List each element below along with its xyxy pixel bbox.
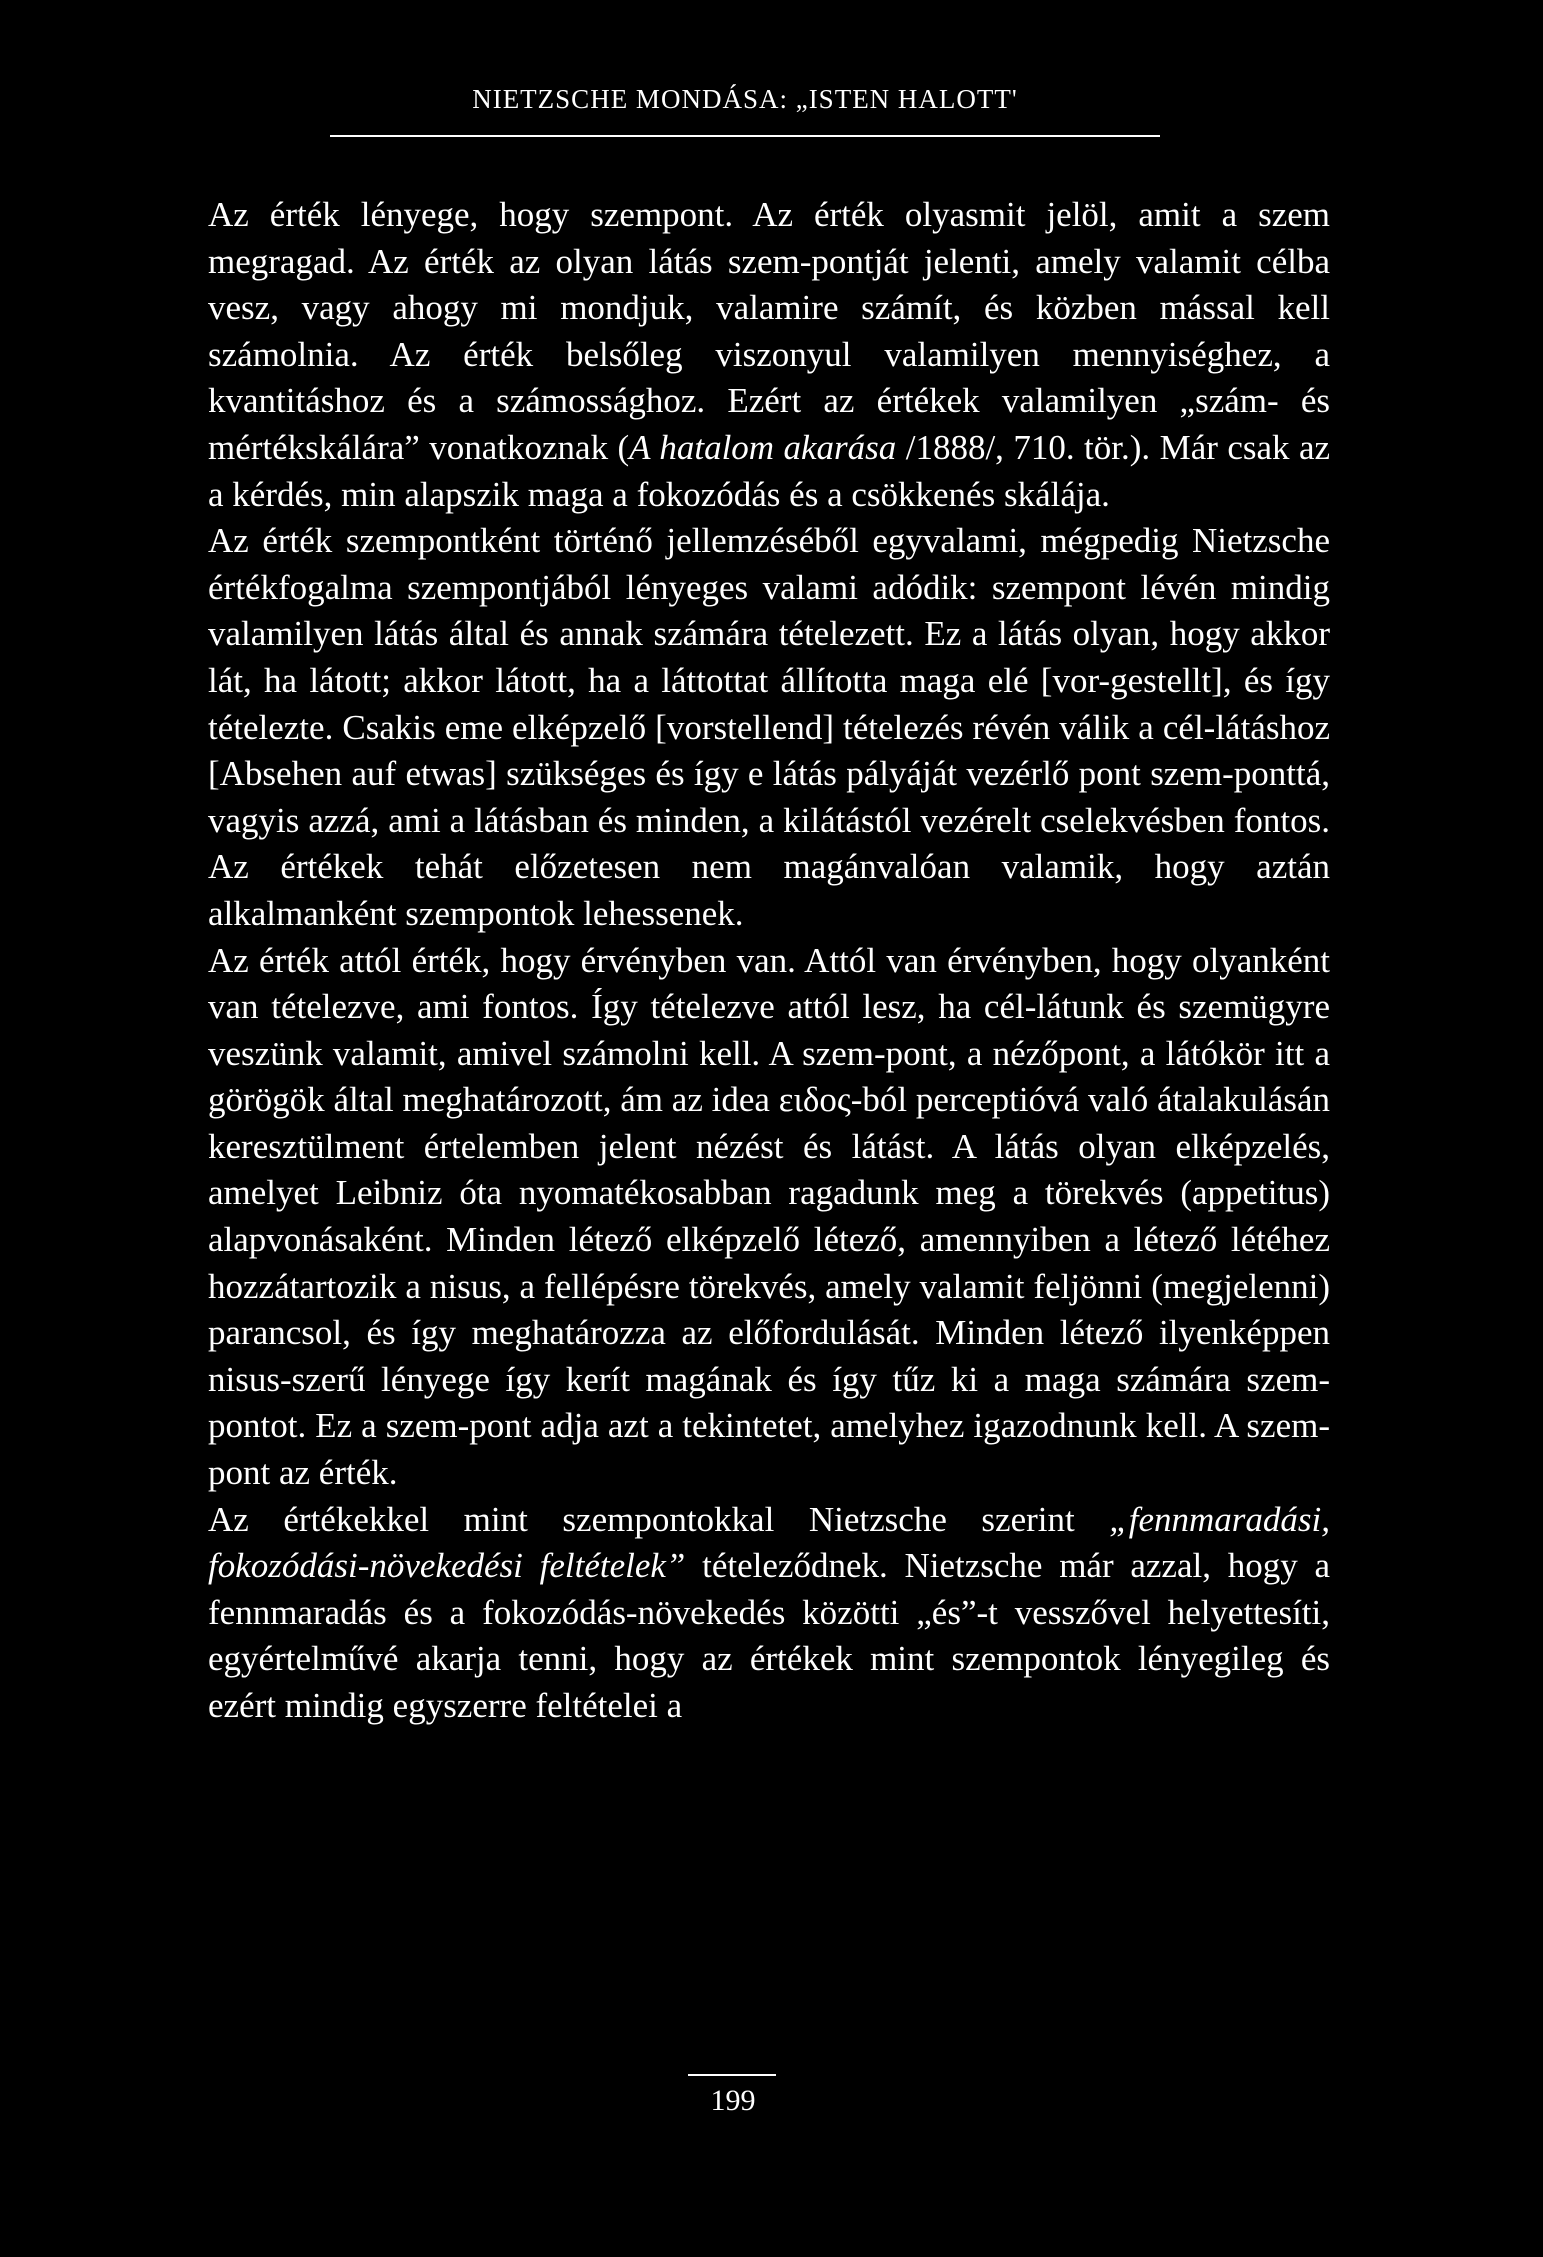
paragraph-2-text: Az érték szempontként történő jellemzéséből egyvalami, mégpedig Nietzsche értékfogalma szempontjából lényeges valami adódik: szempont lévén mindig valamilyen látás által és annak számára tételezett. Ez a látás olyan, hogy akkor lát, ha látott; akkor látott, ha a láttottat állította maga elé [vor-gestellt], és így tételezte. Csakis eme elképzelő [vorstellend] tételezés révén válik a cél-látáshoz [Absehen auf etwas] szükséges és így e látás pályáját vezérlő pont szem-ponttá, vagyis azzá, ami a látásban és minden, a kilátástól vezérelt cselekvésben fontos. Az értékek tehát előzetesen nem magánvalóan valamik, hogy aztán alkalmanként szempontok lehessenek. (208, 521, 1330, 933)
paragraph-1 (208, 192, 1330, 518)
paragraph-3-text: Az érték attól érték, hogy érvényben van. Attól van érvényben, hogy olyanként van tételezve, ami fontos. Így tételezve attól lesz, ha cél-látunk és szemügyre veszünk valamit, amivel számolni kell. A szem-pont, a nézőpont, a látókör itt a görögök által meghatározott, ám az idea ειδος-ból perceptióvá való átalakulásán keresztülment értelemben jelent nézést és látást. A látás olyan elképzelés, amelyet Leibniz óta nyomatékosabban ragadunk meg a törekvés (appetitus) alapvonásaként. Minden létező elképzelő létező, amennyiben a létező létéhez hozzátartozik a nisus, a fellépésre törekvés, amely valamit feljönni (megjelenni) parancsol, és így meghatározza az előfordulását. Minden létező ilyenképpen nisus-szerű lényege így kerít magának és így tűz ki a maga számára szem-pontot. Ez a szem-pont adja azt a tekintetet, amelyhez igazodnunk kell. A szem-pont az érték. (208, 940, 1330, 1493)
paragraph-3 (208, 938, 1330, 1497)
footer-rule (688, 2074, 776, 2076)
header-rule (330, 135, 1160, 137)
paragraph-1-text-a: Az érték lényege, hogy szempont. Az érték olyasmit jelöl, amit a szem megragad. Az érték az olyan látás szem-pontját jelenti, amely valamit célba vesz, vagy ahogy mi mondjuk, valamire számít, és közben mással kell számolnia. Az érték belsőleg viszonyul valamilyen mennyiséghez, a kvantitáshoz és a számossághoz. Ezért az értékek valamilyen „szám- és mértékskálára” vonatkoznak ( (208, 195, 1330, 467)
paragraph-4-text-b: tételeződnek. Nietzsche már azzal, hogy a fennmaradás és a fokozódás-növekedés közötti „és”-t vesszővel helyettesíti, egyértelművé akarja tenni, hogy az értékek mint szempontok lényegileg és ezért mindig egyszerre feltételei a (208, 1546, 1330, 1725)
book-title-italic: A hatalom akarása (629, 427, 897, 467)
quoted-conditions-italic: „fennmaradási, fokozódási-növekedési feltételek” (208, 1499, 1330, 1586)
running-header: NIETZSCHE MONDÁSA: „ISTEN HALOTT' (472, 84, 1018, 114)
paragraph-2 (208, 518, 1330, 937)
page-number: 199 (710, 2084, 756, 2117)
paragraph-4-text-a: Az értékekkel mint szempontokkal Nietzsche szerint (208, 1499, 1110, 1539)
paragraph-4 (208, 1497, 1330, 1730)
body-text (208, 192, 1330, 1730)
paragraph-1-text-b: /1888/, 710. tör.). Már csak az a kérdés, min alapszik maga a fokozódás és a csökkenés skálája. (208, 427, 1331, 514)
